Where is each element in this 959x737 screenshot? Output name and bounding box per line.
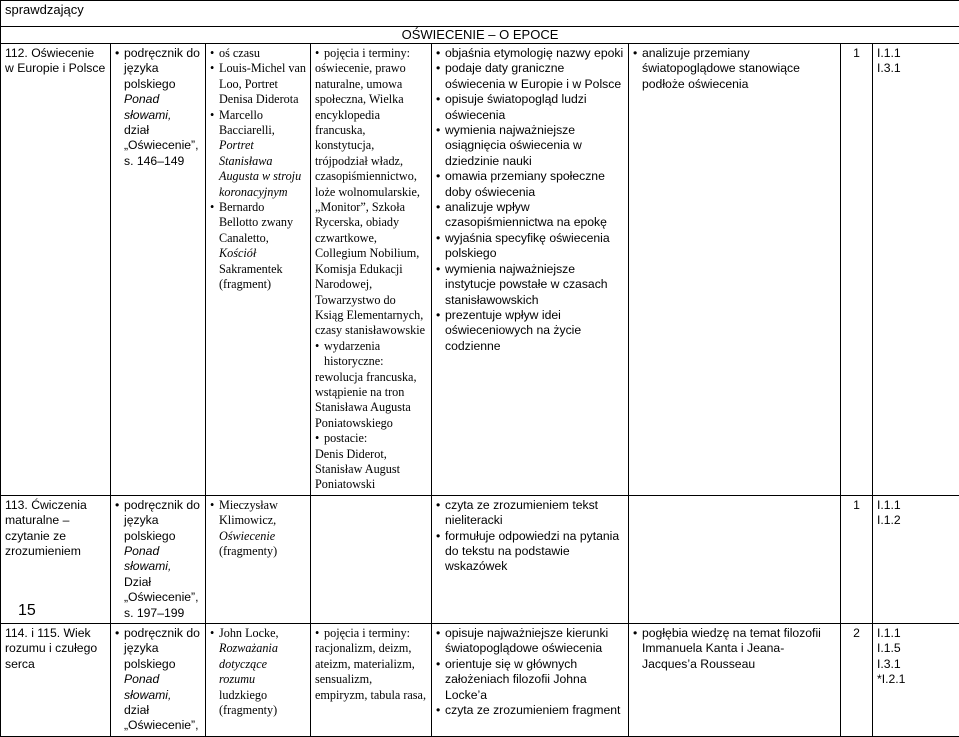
section-header-row — [1, 27, 959, 44]
code-item: I.1.2 — [877, 513, 955, 528]
requirement-item: • prezentuje wpływ idei oświeceniowych na życie codzienne — [436, 308, 624, 354]
requirement-item: • opisuje najważniejsze kierunki światopoglądowe oświecenia — [436, 626, 624, 657]
code-item: I.3.1 — [877, 61, 955, 76]
requirement-item: • podaje daty graniczne oświecenia w Europie i w Polsce — [436, 61, 624, 92]
text-item — [210, 626, 306, 718]
requirement-item: • orientuje się w głównych założeniach filozofii Johna Locke’a — [436, 657, 624, 703]
text-item-title: Rozważania dotyczące rozumu — [219, 641, 278, 686]
text-item-tail: Sakramentek (fragment) — [219, 262, 283, 291]
code-item: I.1.1 — [877, 46, 955, 61]
text-item — [210, 200, 306, 292]
source-line — [115, 46, 201, 169]
text-item — [210, 108, 306, 200]
page-number: 15 — [18, 602, 36, 620]
topic-cell — [1, 44, 111, 496]
source-text: podręcznik do języka polskiego — [124, 46, 200, 91]
basic-requirements-cell — [432, 624, 629, 737]
text-item — [210, 498, 306, 560]
code-item: I.3.1 — [877, 657, 955, 672]
extended-requirements-cell — [629, 624, 841, 737]
source-cell — [111, 44, 206, 496]
concept-list: oświecenie, prawo naturalne, umowa społeczna, Wielka encyklopedia francuska, konstytucja, trójpodział władz, czasopiśmiennictwo, loże wolnomularskie, „Monitor”, Szkoła Rycerska, obiady czwartkowe, Collegium Nobilium, Komisja Edukacji Narodowej, Towarzystwo do Ksiąg Elementarnych, czasy stanisławowskie — [315, 61, 427, 338]
concept-heading — [315, 626, 427, 641]
text-item-label: Bernardo Bellotto zwany Canaletto, — [219, 200, 293, 245]
source-line — [115, 626, 201, 734]
concept-list: Denis Diderot, Stanisław August Poniatowski — [315, 447, 427, 493]
hours-cell: 2 — [841, 624, 873, 737]
requirement-item: • czyta ze zrozumieniem fragment — [436, 703, 624, 718]
basic-requirements-cell — [432, 495, 629, 623]
text-item — [210, 61, 306, 107]
concepts-cell — [311, 624, 432, 737]
source-title: Ponad słowami, — [124, 92, 171, 121]
top-label: sprawdzający — [5, 2, 84, 17]
requirement-item: • opisuje światopogląd ludzi oświecenia — [436, 92, 624, 123]
source-section: Dział „Oświecenie”, — [124, 575, 199, 604]
source-text: podręcznik do języka polskiego — [124, 626, 200, 671]
requirement-item: • wymienia najważniejsze osiągnięcia oświecenia w dziedzinie nauki — [436, 123, 624, 169]
concept-list: racjonalizm, deizm, ateizm, materializm, sensualizm, empiryzm, tabula rasa, — [315, 641, 427, 703]
text-item-tail: ludzkiego (fragmenty) — [219, 688, 277, 717]
text-item-label: oś czasu — [219, 46, 260, 60]
concepts-cell — [311, 44, 432, 496]
topic-cell — [1, 624, 111, 737]
hours-cell: 1 — [841, 44, 873, 496]
source-text: podręcznik do języka polskiego — [124, 498, 200, 543]
topic-text: 114. i 115. Wiek rozumu i czułego serca — [5, 626, 97, 671]
requirement-item: • analizuje wpływ czasopiśmiennictwa na epokę — [436, 200, 624, 231]
text-item-title: Portret Stanisława Augusta w stroju koronacyjnym — [219, 138, 301, 198]
requirement-item: • wymienia najważniejsze instytucje powstałe w czasach stanisławowskich — [436, 262, 624, 308]
text-item-label: Louis-Michel van Loo, Portret Denisa Diderota — [219, 61, 306, 106]
topic-text: 112. Oświecenie w Europie i Polsce — [5, 46, 105, 75]
requirement-item: • analizuje przemiany światopoglądowe stanowiące podłoże oświecenia — [633, 46, 836, 92]
source-cell — [111, 624, 206, 737]
top-label-cell — [1, 1, 959, 27]
source-line — [115, 498, 201, 621]
texts-cell — [206, 624, 311, 737]
source-title: Ponad słowami, — [124, 544, 171, 573]
concept-list: rewolucja francuska, wstąpienie na tron Stanisława Augusta Poniatowskiego — [315, 370, 427, 432]
requirement-item: • objaśnia etymologię nazwy epoki — [436, 46, 624, 61]
concept-heading — [315, 431, 427, 446]
concept-heading-text: postacie: — [324, 431, 367, 445]
concept-heading — [315, 339, 427, 370]
source-pages: s. 197–199 — [124, 606, 184, 620]
codes-cell — [873, 624, 959, 737]
text-item-title: Kościół — [219, 246, 256, 260]
text-item-label: Marcello Bacciarelli, — [219, 108, 275, 137]
requirement-item: • omawia przemiany społeczne doby oświecenia — [436, 169, 624, 200]
concepts-cell — [311, 495, 432, 623]
text-item — [210, 46, 306, 61]
text-item-tail: (fragmenty) — [219, 544, 277, 558]
basic-requirements-cell — [432, 44, 629, 496]
requirement-item: • wyjaśnia specyfikę oświecenia polskiego — [436, 231, 624, 262]
concept-heading-text: pojęcia i terminy: — [324, 46, 410, 60]
topic-text: 113. Ćwiczenia maturalne – czytanie ze zrozumieniem — [5, 498, 87, 558]
extended-requirements-cell — [629, 44, 841, 496]
requirement-item: • pogłębia wiedzę na temat filozofii Immanuela Kanta i Jeana-Jacques’a Rousseau — [633, 626, 836, 672]
concept-heading-text: pojęcia i terminy: — [324, 626, 410, 640]
source-pages: s. 146–149 — [124, 154, 184, 168]
hours-cell: 1 — [841, 495, 873, 623]
table-row — [1, 495, 959, 623]
section-header: OŚWIECENIE – O EPOCE — [1, 27, 959, 44]
codes-cell — [873, 495, 959, 623]
texts-cell — [206, 44, 311, 496]
header-row-top — [1, 1, 959, 27]
code-item: *I.2.1 — [877, 672, 955, 687]
table-row — [1, 624, 959, 737]
concept-heading-text: wydarzenia historyczne: — [324, 339, 384, 368]
source-section: dział „Oświecenie”, — [124, 123, 199, 152]
text-item-label: John Locke, — [219, 626, 279, 640]
requirement-item: • czyta ze zrozumieniem tekst nieliteracki — [436, 498, 624, 529]
source-title: Ponad słowami, — [124, 672, 171, 701]
code-item: I.1.1 — [877, 626, 955, 641]
requirement-item: • formułuje odpowiedzi na pytania do tekstu na podstawie wskazówek — [436, 529, 624, 575]
concept-heading — [315, 46, 427, 61]
source-section: dział „Oświecenie”, — [124, 703, 199, 732]
source-cell — [111, 495, 206, 623]
extended-requirements-cell — [629, 495, 841, 623]
code-item: I.1.1 — [877, 498, 955, 513]
topic-cell — [1, 495, 111, 623]
texts-cell — [206, 495, 311, 623]
text-item-title: Oświecenie — [219, 529, 275, 543]
text-item-label: Mieczysław Klimowicz, — [219, 498, 278, 527]
codes-cell — [873, 44, 959, 496]
table-row — [1, 44, 959, 496]
code-item: I.1.5 — [877, 641, 955, 656]
